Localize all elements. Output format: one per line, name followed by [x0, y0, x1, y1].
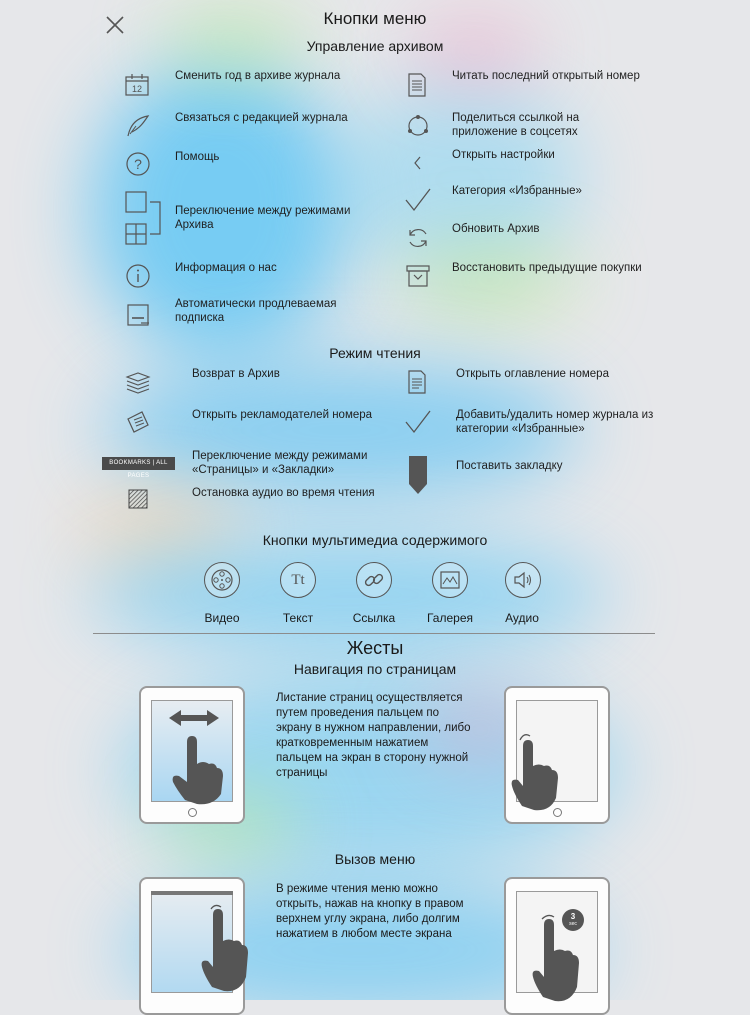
archive-item-label: Автоматически продлеваемая подписка — [175, 298, 337, 324]
checkmark-icon — [403, 186, 433, 214]
archive-section-title: Управление архивом — [306, 38, 444, 54]
archive-item-label: Категория «Избранные» — [452, 185, 582, 197]
media-label: Текст — [282, 611, 314, 625]
svg-text:?: ? — [134, 156, 142, 172]
media-label: Аудио — [505, 611, 539, 625]
audio-stop-icon — [127, 488, 149, 510]
audio-icon — [511, 568, 535, 592]
reading-item-label: Поставить закладку — [456, 460, 563, 472]
info-icon — [125, 263, 151, 289]
long-press-hand-icon — [526, 911, 586, 1011]
swipe-hand-icon — [151, 702, 237, 806]
video-reel-button[interactable] — [204, 562, 240, 598]
link-button[interactable] — [356, 562, 392, 598]
bookmark-icon[interactable] — [407, 456, 429, 496]
tablet-tap-illustration — [504, 686, 610, 824]
reading-item-label: Открыть оглавление номера — [456, 368, 609, 380]
section-divider — [93, 633, 655, 634]
archive-item-label: Обновить Архив — [452, 223, 540, 235]
media-label: Галерея — [426, 611, 474, 625]
menu-call-description: В режиме чтения меню можно открыть, нажав на кнопку в правом верхнем углу экрана, либо долгим нажатием в любом месте экрана — [276, 883, 464, 940]
advertisers-icon — [124, 409, 152, 435]
reading-item-label: Добавить/удалить номер журнала из категории «Избранные» — [456, 409, 654, 435]
multimedia-section-title: Кнопки мультимедиа содержимого — [262, 532, 488, 548]
navigation-description: Листание страниц осуществляется путем проведения пальцем по экрану в нужном направлении, либо кратковременным нажатием пальцем на экран в сторону нужной страницы — [276, 692, 471, 779]
tap-hand-icon — [510, 718, 570, 818]
archive-item-label: Помощь — [175, 151, 220, 163]
reading-section-title: Режим чтения — [329, 345, 421, 361]
media-label: Ссылка — [352, 611, 396, 625]
reading-item-label: Остановка аудио во время чтения — [192, 487, 375, 499]
link-icon — [362, 568, 386, 592]
archive-item-label: Сменить год в архиве журнала — [175, 70, 341, 82]
archive-item-label: Поделиться ссылкой на приложение в соцсетях — [452, 112, 580, 138]
archive-item-label: Открыть настройки — [452, 149, 555, 161]
page-title: Кнопки меню — [323, 9, 427, 28]
video-reel-icon — [209, 567, 235, 593]
tablet-menu-button-illustration — [139, 877, 245, 1015]
menu-tap-hand-icon — [191, 899, 251, 999]
view-mode-icon — [124, 190, 164, 250]
gestures-title: Жесты — [346, 638, 404, 658]
reading-item-label: Возврат в Архив — [192, 368, 280, 380]
archive-item-label: Связаться с редакцией журнала — [175, 112, 348, 124]
feather-icon — [124, 112, 152, 138]
reading-item-label: Открыть рекламодателей номера — [192, 409, 373, 421]
timer-badge: 3 sec — [562, 909, 584, 931]
refresh-icon — [405, 225, 431, 251]
audio-button[interactable] — [505, 562, 541, 598]
archive-item-label: Восстановить предыдущие покупки — [452, 262, 642, 274]
tablet-swipe-illustration — [139, 686, 245, 824]
restore-icon — [405, 263, 431, 289]
menu-call-title: Вызов меню — [334, 851, 416, 867]
media-label: Видео — [204, 611, 240, 625]
tablet-long-press-illustration — [504, 877, 610, 1015]
svg-text:12: 12 — [131, 84, 143, 94]
archive-item-label: Читать последний открытый номер — [452, 70, 640, 82]
subscription-icon — [125, 302, 151, 328]
gallery-button[interactable] — [432, 562, 468, 598]
reading-item-label: Переключение между режимами «Страницы» и «Закладки» — [192, 450, 368, 476]
chevron-left-icon — [410, 153, 426, 173]
navigation-title: Навигация по страницам — [293, 661, 457, 677]
calendar-icon — [124, 73, 150, 97]
archive-item-label: Информация о нас — [175, 262, 277, 274]
share-icon — [405, 113, 431, 139]
document-icon — [405, 72, 429, 98]
contents-icon — [405, 369, 429, 395]
archive-item-label: Переключение между режимами Архива — [175, 205, 351, 231]
stack-icon — [125, 369, 151, 395]
bookmarks-strip-icon: BOOKMARKS | ALL PAGES — [102, 457, 175, 470]
checkmark-icon — [403, 408, 433, 436]
gallery-icon — [438, 568, 462, 592]
text-button[interactable] — [280, 562, 316, 598]
help-icon — [125, 151, 151, 177]
text-icon: Tt — [291, 571, 305, 588]
